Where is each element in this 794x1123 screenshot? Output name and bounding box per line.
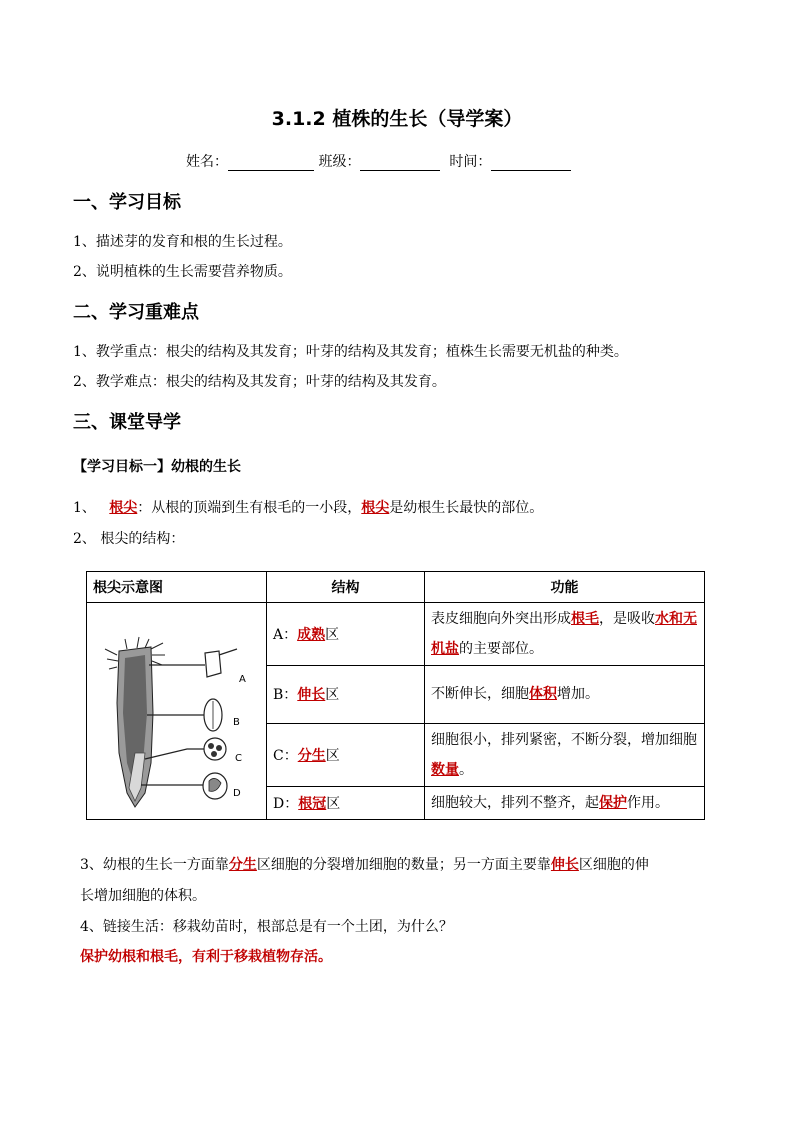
function-c: 细胞很小，排列紧密，不断分裂，增加细胞数量。 [425, 723, 705, 786]
section-heading-goals: 一、学习目标 [73, 192, 181, 213]
answer-protect: 保护 [599, 794, 627, 811]
class-label: 班级： [318, 154, 361, 170]
diagram-label-b: B [233, 717, 240, 728]
time-label: 时间： [449, 154, 492, 170]
root-tip-diagram [87, 603, 266, 815]
answer-volume: 体积 [529, 686, 557, 703]
structure-b: B：伸长区 [267, 666, 425, 724]
diagram-label-d: D [233, 788, 241, 799]
item-4-answer: 保护幼根和根毛，有利于移栽植物存活。 [80, 949, 332, 965]
answer-mature-zone: 成熟 [297, 627, 326, 644]
item-3-line-2: 长增加细胞的体积。 [80, 888, 206, 904]
name-blank[interactable] [228, 156, 314, 171]
root-tip-diagram-cell [87, 603, 267, 820]
section-heading-guide: 三、课堂导学 [73, 412, 181, 433]
item-4-question: 4、链接生活：移栽幼苗时，根部总是有一个土团，为什么？ [80, 919, 453, 935]
section-heading-key-points: 二、学习重难点 [73, 302, 199, 323]
answer-root-cap: 根冠 [298, 795, 327, 812]
function-b: 不断伸长，细胞体积增加。 [425, 666, 705, 724]
key-point-2: 2、教学难点：根尖的结构及其发育；叶芽的结构及其发育。 [73, 374, 446, 390]
student-info-line [186, 151, 571, 171]
diagram-label-a: A [239, 674, 246, 685]
function-a: 表皮细胞向外突出形成根毛，是吸收水和无机盐的主要部位。 [425, 603, 705, 666]
item-1: 1、 根尖：从根的顶端到生有根毛的一小段，根尖是幼根生长最快的部位。 [73, 500, 544, 516]
header-structure: 结构 [267, 572, 425, 603]
answer-water-minerals: 水和无机盐 [431, 611, 697, 658]
function-d: 细胞较大，排列不整齐，起保护作用。 [425, 786, 705, 819]
diagram-label-c: C [235, 753, 242, 764]
goal-2: 2、说明植株的生长需要营养物质。 [73, 264, 292, 280]
name-label: 姓名： [186, 154, 228, 170]
answer-meristem-zone: 分生 [297, 747, 326, 764]
subheading: 【学习目标一】幼根的生长 [73, 459, 241, 475]
class-blank[interactable] [360, 156, 440, 171]
header-function: 功能 [425, 572, 705, 603]
root-tip-table [86, 571, 705, 820]
key-point-1: 1、教学重点：根尖的结构及其发育；叶芽的结构及其发育；植株生长需要无机盐的种类。 [73, 344, 628, 360]
answer-root-tip-2: 根尖 [361, 500, 390, 516]
item-3-line-1: 3、幼根的生长一方面靠分生区细胞的分裂增加细胞的数量；另一方面主要靠伸长区细胞的伸 [80, 857, 649, 873]
answer-elongation: 伸长 [550, 857, 579, 873]
answer-root-tip-1: 根尖 [109, 500, 138, 516]
time-blank[interactable] [491, 156, 571, 171]
answer-elongation-zone: 伸长 [297, 687, 326, 704]
answer-root-hair: 根毛 [571, 611, 599, 628]
header-diagram: 根尖示意图 [87, 572, 267, 603]
goal-1: 1、描述芽的发育和根的生长过程。 [73, 234, 292, 250]
structure-c: C：分生区 [267, 723, 425, 786]
item-2: 2、 根尖的结构： [73, 531, 185, 547]
page-title: 3.1.2 植株的生长（导学案） [271, 108, 523, 130]
structure-d: D：根冠区 [267, 786, 425, 819]
answer-meristem: 分生 [228, 857, 257, 873]
answer-number: 数量 [431, 761, 459, 778]
structure-a: A：成熟区 [267, 603, 425, 666]
